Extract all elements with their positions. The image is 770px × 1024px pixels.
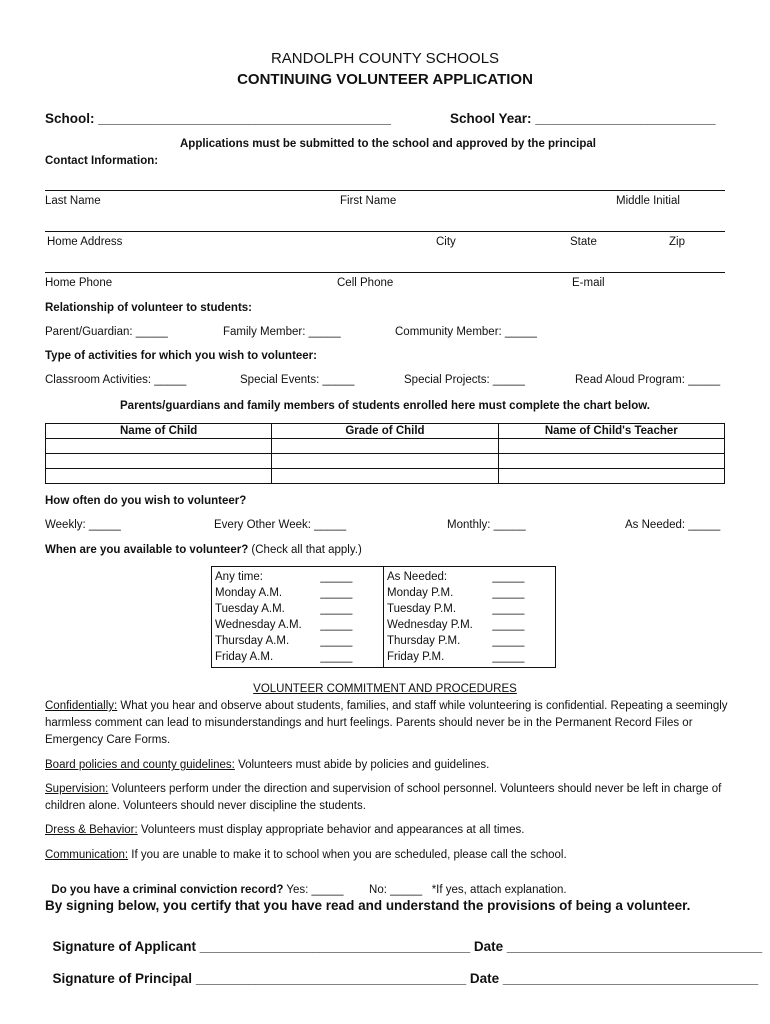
list-item[interactable] [384,617,555,633]
city-label: City [436,236,456,248]
availability-label: Thursday A.M. [215,635,290,647]
school-year-label: School Year: [450,111,536,126]
special-projects-option[interactable]: Special Projects: _____ [404,374,525,386]
list-item[interactable] [212,633,383,649]
header-name-of-child: Name of Child [46,424,272,439]
availability-heading-text: When are you available to volunteer? [45,544,249,556]
procedures-heading: VOLUNTEER COMMITMENT AND PROCEDURES [253,683,517,695]
availability-blank[interactable]: _____ [320,635,353,647]
availability-blank[interactable]: _____ [320,571,353,583]
parent-guardian-option[interactable]: Parent/Guardian: _____ [45,326,168,338]
procedure-text: Volunteers must abide by policies and guidelines. [234,759,490,771]
availability-blank[interactable]: _____ [492,587,525,599]
cell-phone-label: Cell Phone [337,277,394,289]
list-item[interactable] [384,633,555,649]
criminal-question-text: Do you have a criminal conviction record? [51,884,284,896]
table-cell[interactable] [498,469,724,484]
state-label: State [570,236,597,248]
children-table-header [46,424,725,439]
procedure-text: What you hear and observe about students, families, and staff while volunteering is confidential. Repeating a seemingly harmless comment can lead to misunderstandings and hurt feelings. Parents should never be in the Permanent Record Files or Emergency Care Forms. [45,700,728,746]
monthly-option[interactable]: Monthly: _____ [447,519,526,531]
availability-label: As Needed: [387,571,448,583]
list-item[interactable] [212,601,383,617]
school-label: School: [45,111,99,126]
table-cell[interactable] [272,439,498,454]
principal-signature-blank[interactable]: ____________________________________ [195,971,467,986]
contact-heading: Contact Information: [45,155,159,167]
community-member-option[interactable]: Community Member: _____ [395,326,537,338]
relationship-heading: Relationship of volunteer to students: [45,302,253,314]
organization-name: RANDOLPH COUNTY SCHOOLS [270,50,500,67]
home-address-label: Home Address [47,236,123,248]
availability-table [211,566,556,668]
availability-am-column [212,567,384,668]
school-blank[interactable]: _______________________________________ [98,111,392,126]
availability-label: Wednesday P.M. [387,619,473,631]
table-cell[interactable] [498,454,724,469]
availability-heading-note: (Check all that apply.) [248,544,362,556]
table-cell[interactable] [272,469,498,484]
table-cell[interactable] [498,439,724,454]
availability-blank[interactable]: _____ [320,619,353,631]
availability-blank[interactable]: _____ [492,635,525,647]
home-phone-label: Home Phone [45,277,113,289]
applicant-signature-label: Signature of Applicant [52,939,197,954]
zip-label: Zip [669,236,685,248]
list-item[interactable] [384,649,555,665]
list-item[interactable] [212,649,383,665]
email-label: E-mail [572,277,605,289]
table-row [46,469,725,484]
availability-blank[interactable]: _____ [492,651,525,663]
school-field[interactable] [45,111,391,126]
table-row [46,454,725,469]
children-table [45,423,725,484]
availability-blank[interactable]: _____ [492,619,525,631]
procedure-communication [45,847,729,864]
special-events-option[interactable]: Special Events: _____ [240,374,355,386]
criminal-record-question[interactable] [45,872,567,896]
availability-label: Tuesday A.M. [215,603,285,615]
procedure-text: If you are unable to make it to school when you are scheduled, please call the school. [128,849,567,861]
header-teacher: Name of Child's Teacher [498,424,724,439]
table-cell[interactable] [46,454,272,469]
address-line[interactable] [45,231,725,232]
last-name-label: Last Name [45,195,101,207]
principal-date-blank[interactable]: __________________________________ [502,971,759,986]
read-aloud-option[interactable]: Read Aloud Program: _____ [575,374,721,386]
availability-label: Wednesday A.M. [215,619,302,631]
availability-blank[interactable]: _____ [320,603,353,615]
page-title: CONTINUING VOLUNTEER APPLICATION [237,71,533,88]
procedure-title: Communication: [45,849,129,861]
list-item[interactable] [384,585,555,601]
availability-label: Friday P.M. [387,651,445,663]
phone-line[interactable] [45,272,725,273]
first-name-label: First Name [340,195,397,207]
applicant-date-label: Date [473,939,504,954]
procedure-confidentiality [45,698,729,749]
procedure-dress-behavior [45,822,729,839]
list-item[interactable] [212,585,383,601]
availability-label: Thursday P.M. [387,635,461,647]
school-year-field[interactable] [450,111,716,126]
procedure-board-policies [45,757,729,774]
availability-blank[interactable]: _____ [492,571,525,583]
school-year-blank[interactable]: ________________________ [535,111,716,126]
availability-blank[interactable]: _____ [320,587,353,599]
availability-blank[interactable]: _____ [320,651,353,663]
availability-label: Monday P.M. [387,587,454,599]
principal-date-label: Date [469,971,500,986]
list-item[interactable] [384,569,555,585]
applicant-signature-row[interactable] [45,924,762,954]
middle-initial-label: Middle Initial [616,195,680,207]
applicant-signature-blank[interactable]: ____________________________________ [199,939,471,954]
principal-signature-label: Signature of Principal [52,971,193,986]
every-other-week-option[interactable]: Every Other Week: _____ [214,519,347,531]
availability-label: Monday A.M. [215,587,283,599]
table-row [46,439,725,454]
criminal-answer-options[interactable]: Yes: _____ No: _____ *If yes, attach explanation. [283,884,567,896]
applicant-date-blank[interactable]: __________________________________ [506,939,763,954]
availability-label: Friday A.M. [215,651,274,663]
children-chart-note: Parents/guardians and family members of students enrolled here must complete the chart below. [120,400,650,412]
procedure-title: Confidentially: [45,700,118,712]
availability-label: Tuesday P.M. [387,603,457,615]
name-line[interactable] [45,190,725,191]
procedure-text: Volunteers perform under the direction and supervision of school personnel. Volunteers should never be left in charge of children alone. Volunteers should never discipline the students. [45,783,722,812]
availability-pm-column [384,567,556,668]
frequency-heading: How often do you wish to volunteer? [45,495,247,507]
as-needed-option[interactable]: As Needed: _____ [625,519,721,531]
certification-statement: By signing below, you certify that you have read and understand the provisions of being a volunteer. [45,898,691,913]
table-cell[interactable] [46,439,272,454]
list-item[interactable] [384,601,555,617]
table-cell[interactable] [46,469,272,484]
availability-blank[interactable]: _____ [492,603,525,615]
table-cell[interactable] [272,454,498,469]
header-grade-of-child: Grade of Child [272,424,498,439]
activities-heading: Type of activities for which you wish to volunteer: [45,350,317,362]
classroom-activities-option[interactable]: Classroom Activities: _____ [45,374,187,386]
procedure-title: Dress & Behavior: [45,824,138,836]
family-member-option[interactable]: Family Member: _____ [223,326,341,338]
procedure-title: Supervision: [45,783,109,795]
list-item[interactable] [212,569,383,585]
list-item[interactable] [212,617,383,633]
procedure-title: Board policies and county guidelines: [45,759,235,771]
availability-heading [45,544,362,556]
submission-notice: Applications must be submitted to the school and approved by the principal [180,138,596,150]
availability-label: Any time: [215,571,263,583]
weekly-option[interactable]: Weekly: _____ [45,519,121,531]
procedure-text: Volunteers must display appropriate behavior and appearances at all times. [137,824,525,836]
procedure-supervision [45,781,729,815]
principal-signature-row[interactable] [45,956,758,986]
